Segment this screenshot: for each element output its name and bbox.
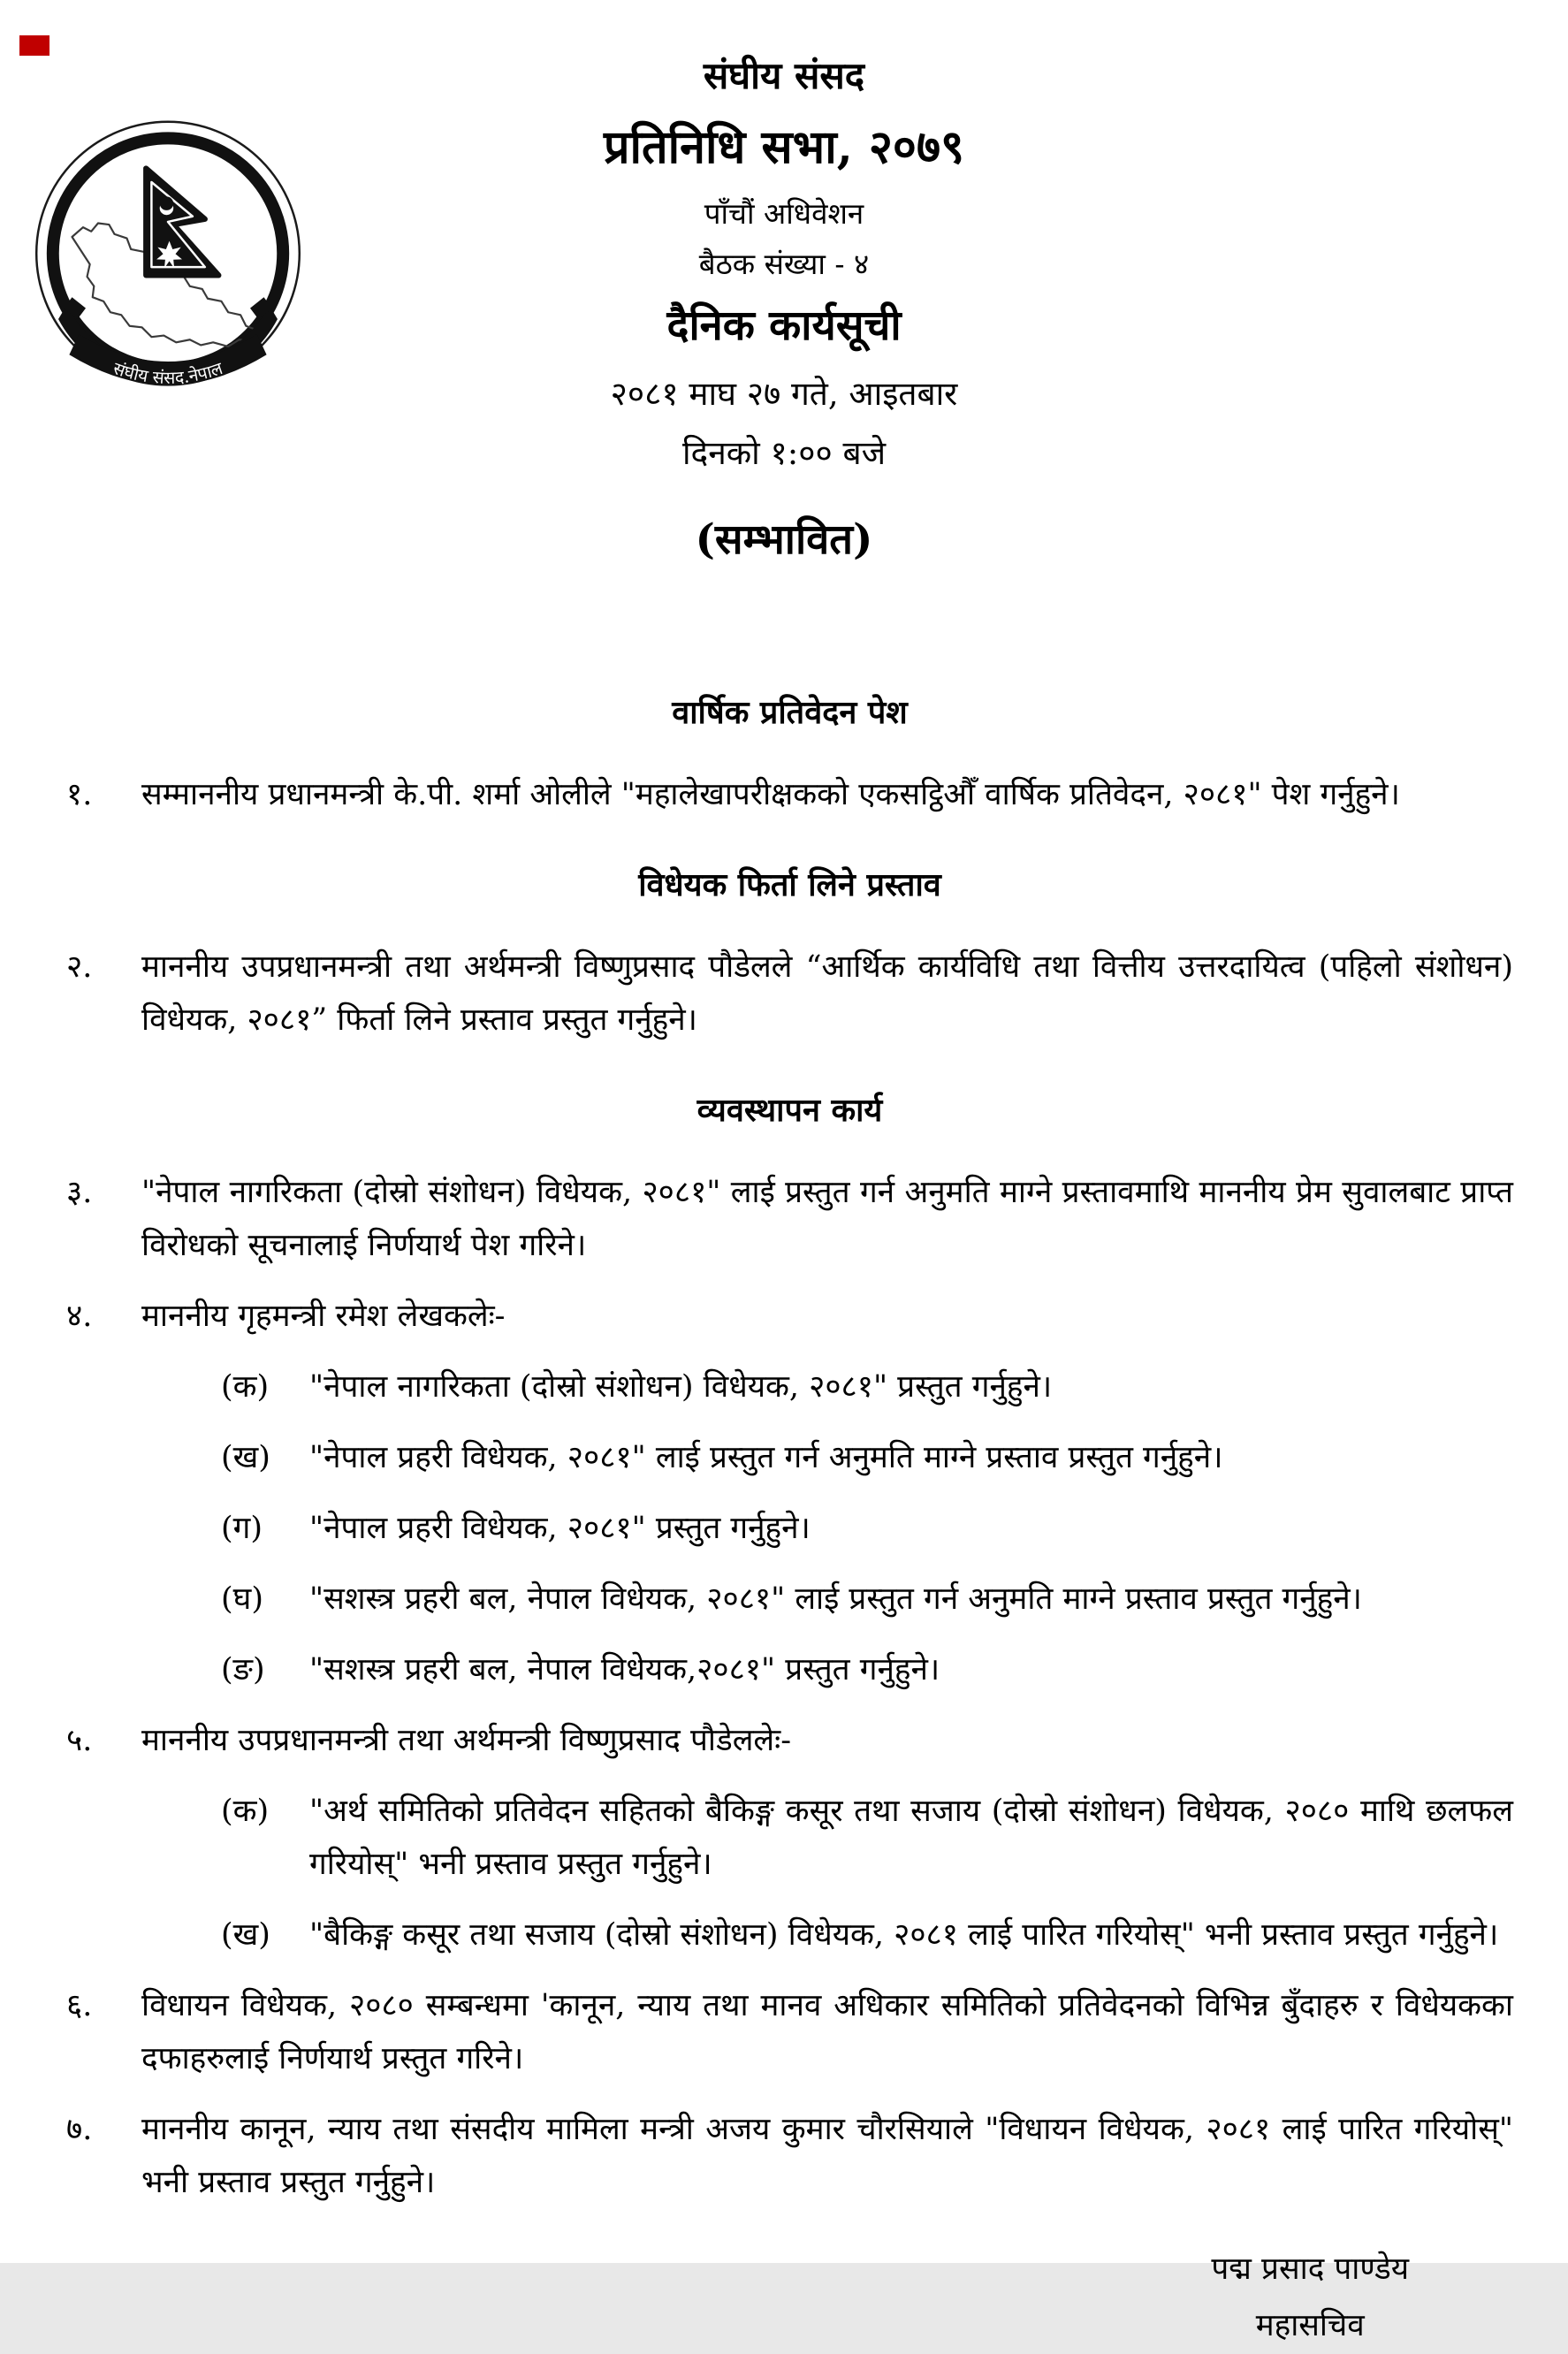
section-title-annual-report: वार्षिक प्रतिवेदन पेश (672, 694, 908, 731)
item-number: ५. (66, 1723, 93, 1758)
section-title-bill-withdrawal: विधेयक फिर्ता लिने प्रस्ताव (638, 866, 941, 903)
agenda-item-5 (66, 1714, 1513, 1767)
agenda-item-5-sub-ka (221, 1785, 1513, 1891)
signatory-title: महासचिव (1255, 2308, 1365, 2343)
agenda-item-2 (66, 941, 1513, 1047)
agenda-item-4-sub-ga (221, 1502, 1513, 1555)
sub-item-label: (ग) (221, 1511, 263, 1546)
item-number: १. (66, 777, 93, 812)
sub-item-text: "अर्थ समितिको प्रतिवेदन सहितको बैकिङ्ग कसूर तथा सजाय (दोस्रो संशोधन) विधेयक, २०८० माथि छलफल गरियोस्" भनी प्रस्ताव प्रस्तुत गर्नुहुने। (309, 1794, 1513, 1882)
sub-item-text: "नेपाल प्रहरी विधेयक, २०८१" लाई प्रस्तुत गर्न अनुमति माग्ने प्रस्ताव प्रस्तुत गर्नुहुने। (309, 1440, 1223, 1475)
nepal-flag-icon (146, 169, 218, 276)
sub-item-label: (ख) (221, 1440, 270, 1475)
agenda-item-4-sub-nga (221, 1643, 1513, 1696)
agenda-item-3 (66, 1166, 1513, 1272)
item-text: माननीय उपप्रधानमन्त्री तथा अर्थमन्त्री विष्णुप्रसाद पौडेललेः- (141, 1723, 792, 1758)
agenda-item-6 (66, 1979, 1513, 2085)
agenda-item-4-sub-kha (221, 1431, 1513, 1484)
item-number: २. (66, 949, 93, 985)
item-text: विधायन विधेयक, २०८० सम्बन्धमा 'कानून, न्याय तथा मानव अधिकार समितिको प्रतिवेदनको विभिन्न बुँदाहरु र विधेयकका दफाहरुलाई निर्णयार्थ प्रस्तुत गरिने। (141, 1988, 1513, 2076)
item-text: माननीय कानून, न्याय तथा संसदीय मामिला मन्त्री अजय कुमार चौरसियाले "विधायन विधेयक, २०८१ लाई पारित गरियोस्" भनी प्रस्ताव प्रस्तुत गर्नुहुने। (141, 2112, 1513, 2200)
item-number: ४. (66, 1299, 93, 1334)
document-title: दैनिक कार्यसूची (666, 301, 902, 350)
item-number: ३. (66, 1175, 93, 1210)
signatory-name: पद्म प्रसाद पाण्डेय (1211, 2251, 1409, 2287)
item-text: सम्माननीय प्रधानमन्त्री के.पी. शर्मा ओलीले "महालेखापरीक्षकको एकसट्ठिऔँ वार्षिक प्रतिवेदन, २०८१" पेश गर्नुहुने। (141, 777, 1400, 812)
agenda-item-1 (66, 768, 1513, 821)
tentative-label: (सम्भावित) (695, 515, 873, 564)
signature-block (1211, 2241, 1409, 2354)
agenda-item-7 (66, 2103, 1513, 2209)
agenda-item-4 (66, 1290, 1513, 1343)
parliament-emblem (31, 97, 305, 431)
item-text: "नेपाल नागरिकता (दोस्रो संशोधन) विधेयक, २०८१" लाई प्रस्तुत गर्न अनुमति माग्ने प्रस्तावमाथि माननीय प्रेम सुवालबाट प्राप्त विरोधको सूचनालाई निर्णयार्थ पेश गरिने। (141, 1175, 1513, 1263)
section-title-legislative-business: व्यवस्थापन कार्य (696, 1092, 883, 1129)
emblem-ribbon-text: संघीय संसद.नेपाल (110, 357, 225, 388)
item-number: ६. (66, 1988, 93, 2023)
sub-item-text: "सशस्त्र प्रहरी बल, नेपाल विधेयक,२०८१" प्रस्तुत गर्नुहुने। (309, 1652, 940, 1687)
time-line: दिनको १:०० बजे (681, 434, 887, 472)
sub-item-label: (ङ) (221, 1652, 265, 1687)
sub-item-label: (क) (221, 1794, 270, 1829)
agenda-item-5-sub-kha (221, 1908, 1513, 1962)
parliament-title: संघीय संसद (703, 54, 865, 97)
agenda-item-4-sub-ka (221, 1360, 1513, 1413)
sub-item-text: "बैकिङ्ग कसूर तथा सजाय (दोस्रो संशोधन) विधेयक, २०८१ लाई पारित गरियोस्" भनी प्रस्ताव प्रस्तुत गर्नुहुने। (309, 1917, 1499, 1953)
sub-item-text: "सशस्त्र प्रहरी बल, नेपाल विधेयक, २०८१" लाई प्रस्तुत गर्न अनुमति माग्ने प्रस्ताव प्रस्तुत गर्नुहुने। (309, 1581, 1362, 1617)
red-corner-mark (19, 35, 49, 56)
date-line: २०८१ माघ २७ गते, आइतबार (610, 375, 958, 413)
house-title: प्रतिनिधि सभा, २०७९ (603, 120, 965, 174)
sub-item-label: (ख) (221, 1917, 270, 1953)
item-number: ७. (66, 2112, 93, 2147)
agenda-body (0, 689, 1568, 2354)
sub-item-label: (घ) (221, 1581, 263, 1617)
agenda-item-4-sub-gha (221, 1573, 1513, 1626)
session-line: पाँचौं अधिवेशन (704, 196, 864, 231)
sub-item-text: "नेपाल प्रहरी विधेयक, २०८१" प्रस्तुत गर्नुहुने। (309, 1511, 811, 1546)
sub-item-label: (क) (221, 1369, 270, 1405)
item-text: माननीय उपप्रधानमन्त्री तथा अर्थमन्त्री विष्णुप्रसाद पौडेलले “आर्थिक कार्यविधि तथा वित्तीय उत्तरदायित्व (पहिलो संशोधन) विधेयक, २०८१” फिर्ता लिने प्रस्ताव प्रस्तुत गर्नुहुने। (141, 949, 1513, 1038)
meeting-number-line: बैठक संख्या - ४ (698, 247, 870, 281)
sub-item-text: "नेपाल नागरिकता (दोस्रो संशोधन) विधेयक, २०८१" प्रस्तुत गर्नुहुने। (309, 1369, 1053, 1405)
item-text: माननीय गृहमन्त्री रमेश लेखकलेः- (141, 1299, 506, 1334)
